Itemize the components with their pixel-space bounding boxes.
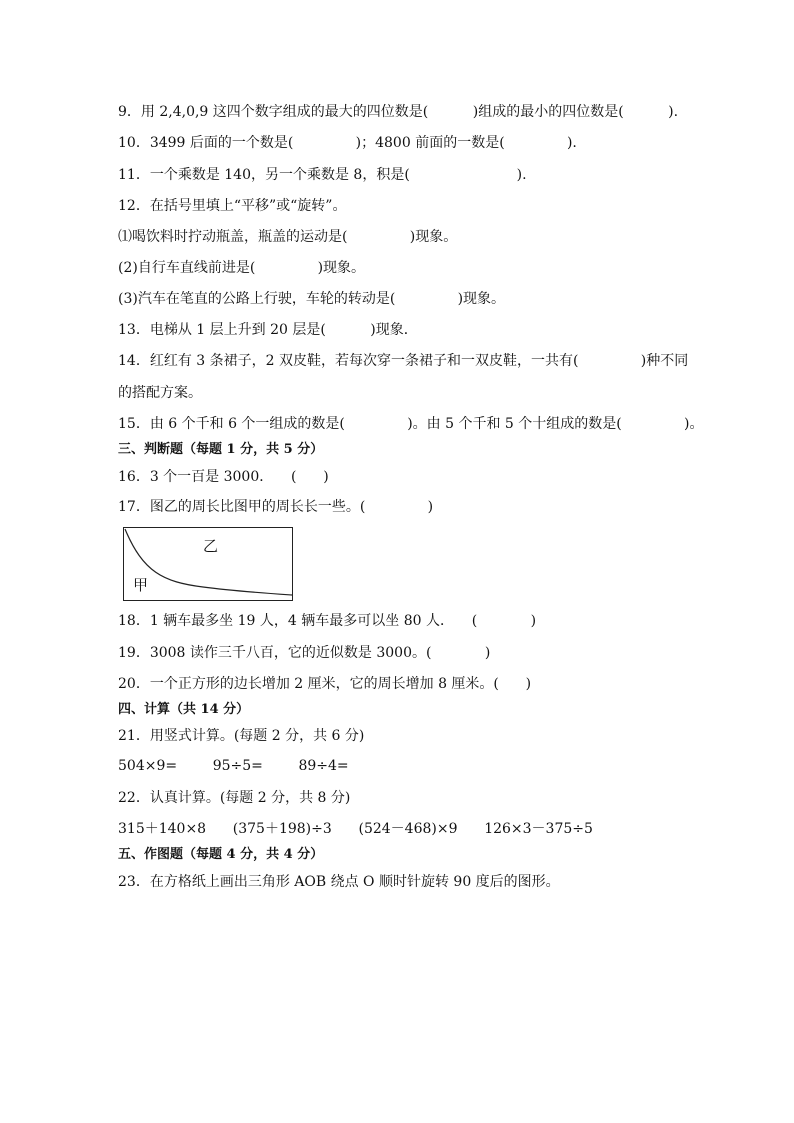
q21-problems: 504×9= 95÷5= 89÷4= <box>118 758 349 774</box>
q23: 23．在方格纸上画出三角形 AOB 绕点 O 顺时针旋转 90 度后的图形。 <box>118 874 560 890</box>
q16: 16．3 个一百是 3000． ( ) <box>118 469 329 485</box>
q13: 13．电梯从 1 层上升到 20 层是( )现象． <box>118 322 418 338</box>
q14-line1: 14．红红有 3 条裙子，2 双皮鞋，若每次穿一条裙子和一双皮鞋，一共有( )种不同 <box>118 353 689 369</box>
q19: 19．3008 读作三千八百，它的近似数是 3000。( ) <box>118 645 491 661</box>
q12-part3: (3)汽车在笔直的公路上行驶，车轮的转动是( )现象。 <box>118 291 506 307</box>
q11: 11．一个乘数是 140，另一个乘数是 8，积是( ). <box>118 167 527 183</box>
q12-part1: ⑴喝饮料时拧动瓶盖，瓶盖的运动是( )现象。 <box>118 229 458 245</box>
q10: 10．3499 后面的一个数是( )；4800 前面的一数是( ). <box>118 135 577 151</box>
q21: 21．用竖式计算。(每题 2 分，共 6 分) <box>118 728 365 744</box>
q15: 15．由 6 个千和 6 个一组成的数是( )。由 5 个千和 5 个十组成的数是( )。 <box>118 416 704 432</box>
q22-problems: 315＋140×8 (375＋198)÷3 (524－468)×9 126×3－375÷5 <box>118 821 593 837</box>
section5-title: 五、作图题（每题 4 分，共 4 分） <box>118 847 324 862</box>
q12: 12．在括号里填上“平移”或“旋转”。 <box>118 198 347 214</box>
section3-title: 三、判断题（每题 1 分，共 5 分） <box>118 442 324 457</box>
q9: 9．用 2,4,0,9 这四个数字组成的最大的四位数是( )组成的最小的四位数是( ). <box>118 104 679 120</box>
perimeter-figure <box>123 527 293 601</box>
q17: 17．图乙的周长比图甲的周长长一些。( ) <box>118 499 434 515</box>
q14-line2: 的搭配方案。 <box>118 385 202 401</box>
q18: 18．1 辆车最多坐 19 人，4 辆车最多可以坐 80 人． ( ) <box>118 613 537 629</box>
label-jia: 甲 <box>133 576 149 594</box>
q20: 20．一个正方形的边长增加 2 厘米，它的周长增加 8 厘米。( ) <box>118 676 532 692</box>
section4-title: 四、计算（共 14 分） <box>118 702 250 717</box>
q12-part2: (2)自行车直线前进是( )现象。 <box>118 260 366 276</box>
label-yi: 乙 <box>203 537 219 555</box>
q22: 22．认真计算。(每题 2 分，共 8 分) <box>118 790 351 806</box>
